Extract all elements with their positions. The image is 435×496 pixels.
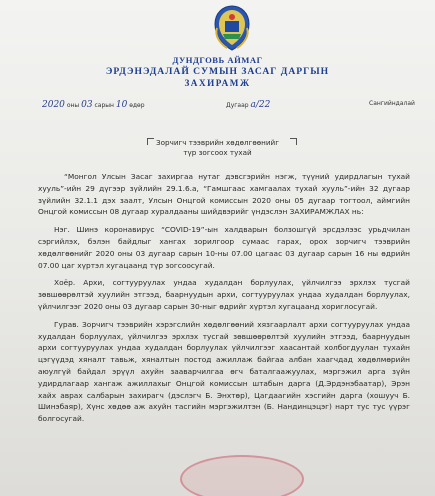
date-month: 03	[81, 100, 93, 110]
subject-line-1: Зорчигч тээврийн хөдөлгөөнийг	[156, 138, 279, 147]
state-emblem-icon	[211, 4, 253, 52]
aimag-name: ДУНДГОВЬ АЙМАГ	[172, 55, 263, 65]
place-name: Сангийндалай	[369, 100, 415, 107]
paragraph-two: Хоёр. Архи, согтууруулах ундаа худалдан борлуулах, үйлчилгээ эрхлэх тусгай зөвшөөрөлтэй хуулийн этгээд, баарнуудын архи, согтууруулах ундаа худалдан борлуулах, үйлчилгээг 2020 оны 03 дугаар сарын 30-ныг өдрийг хүртэл хугацаанд хориглосугай.	[38, 278, 410, 311]
date-line	[42, 100, 145, 110]
number-value: а/22	[250, 100, 271, 110]
paragraph-preamble: “Монгол Улсын Засаг захиргаа нутаг дэвсгэрийн нэгж, түүний удирдлагын тухай хууль”-ийн 29 дүгээр зүйлийн 29.1.6.а, “Гамшгаас хамгаалах тухай хууль”-ийн 32 дугаар зүйлийн 32.1.1 дэх заалт, Улсын Онцгой комиссын 2020 оны 05 дугаар тогтоол, аймгийн Онцгой комиссын 08 дугаар хуралдааны шийдвэрийг үндэслэн ЗАХИРАМЖЛАХ нь:	[38, 172, 410, 217]
date-day-label: өдөр	[129, 102, 145, 109]
subject-line-2: түр зогсоох тухай	[183, 148, 252, 157]
date-year: 2020	[42, 100, 65, 110]
paragraph-one: Нэг. Шинэ коронавирус “COVID-19”-ын халдварын болзошгүй эрсдэлээс урьдчилан сэргийлэх, бэлэн байдлыг хангах зорилгоор сумаас гарах, орох зорчигч тээврийн хөдөлгөөнийг 2020 оны 03 дугаар сарын 10-ны 07.00 цагаас 03 дугаар сарын 16 ны өдрийн 07.00 цаг хүртэл хугацаанд түр зогсоосугай.	[38, 225, 410, 270]
document-type: ЗАХИРАМЖ	[184, 78, 251, 88]
sum-governor-title: ЭРДЭНЭДАЛАЙ СУМЫН ЗАСАГ ДАРГЫН	[105, 66, 330, 77]
date-day: 10	[115, 100, 128, 110]
order-body	[38, 171, 410, 431]
paragraph-three: Гурав. Зорчигч тээврийн хэрэгслийн хөдөлгөөний хязгаарлалт архи согтууруулах ундаа худалдан борлуулах, үйлчилгээ эрхлэх тусгай зөвшөөрөлтэй хуулийн этгээд, баарнуудын архи согтууруулах ундаа худалдан борлуулах үйлчилгээг хаасантай холбогдуулан тухайн цэгүүдэд хяналт тавьж, хяналтын постод ажиллаж байгаа албан хаагчдад хөдөлмөрийн аюулгүй байдал эрүүл ахуйн зааварчилгаа өгч баталгаажуулах, мэргэжил арга зүйн удирдлагаар хангаж ажиллахыг Онцгой комиссын штабын дарга (Д.Эрдэнэбаатар), Эрэн хайх аврах салбарын захирагч (дэслэгч Б. Энхтөр), Цагдаагийн хэсгийн дарга (хошууч Б. Шинэбаяр), Хүнс хөдөө аж ахуйн тасгийн мэргэжилтэн (Б. Нандинцэцэг) нарт тус тус үүрэг болгосугай.	[38, 319, 410, 424]
document-number	[226, 100, 270, 110]
date-year-label: оны	[66, 102, 80, 109]
date-month-label: сарын	[94, 102, 114, 109]
red-stamp-mark	[180, 455, 304, 496]
number-label: Дугаар	[226, 102, 249, 109]
